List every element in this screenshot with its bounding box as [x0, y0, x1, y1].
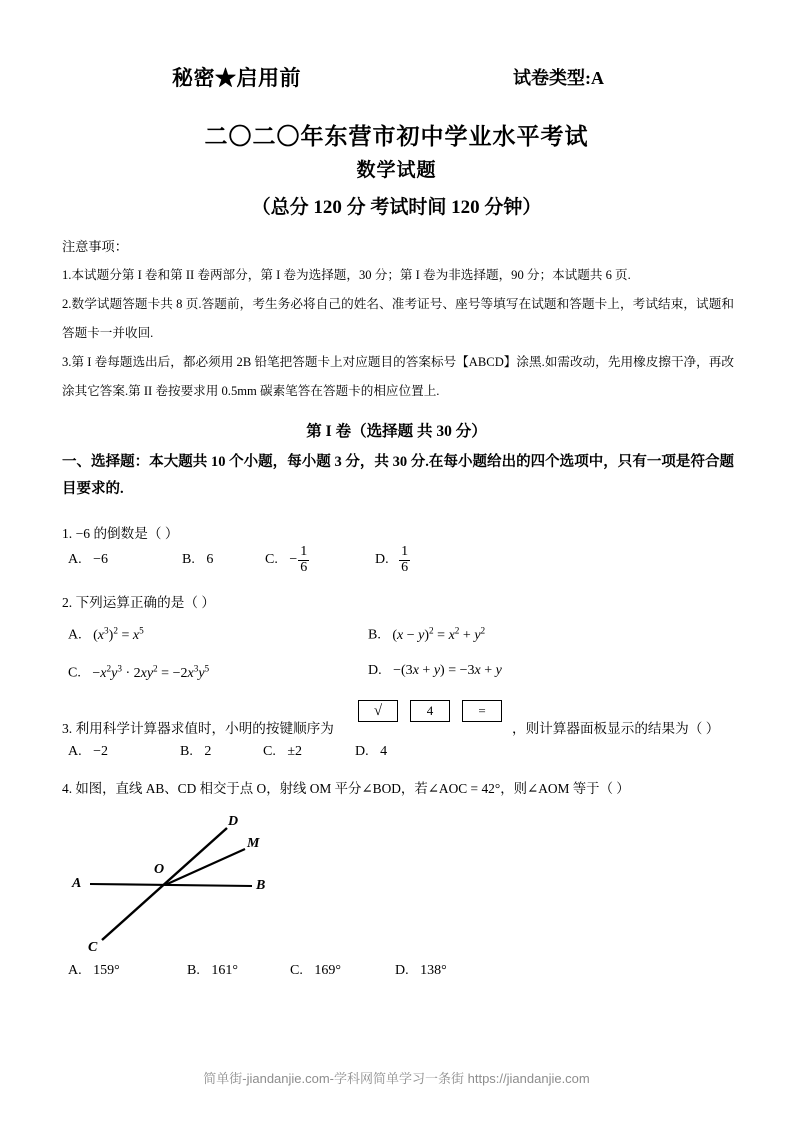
question-3-option-d[interactable] [355, 744, 387, 760]
sqrt-key-label: √ [373, 702, 383, 719]
secret-label: 秘密★启用前 [172, 66, 301, 90]
calculator-key-sequence [358, 700, 502, 722]
question-2-option-d[interactable] [368, 663, 502, 679]
equals-key[interactable] [462, 700, 502, 722]
option-expression: $(x^3)^2 = x^5$ [93, 625, 144, 643]
question-1-stem: 1. −6 的倒数是（ ） [62, 526, 179, 541]
question-3-option-c[interactable] [263, 744, 302, 760]
figure-label-b: B [256, 878, 266, 893]
question-3-option-a[interactable] [68, 744, 108, 760]
question-2-stem: 2. 下列运算正确的是（ ） [62, 595, 215, 610]
option-label: B. [180, 744, 193, 759]
option-value: 161° [211, 963, 238, 978]
option-label: A. [68, 552, 82, 567]
option-value: 4 [380, 744, 388, 759]
sqrt-key-icon[interactable] [358, 700, 398, 722]
option-label: D. [368, 663, 382, 678]
question-3-option-b[interactable] [180, 744, 211, 760]
figure-label-d: D [228, 814, 239, 829]
question-4-stem: 4. 如图，直线 AB、CD 相交于点 O，射线 OM 平分∠BOD，若∠AOC = 42°，则∠AOM 等于（ ） [62, 781, 630, 796]
paper-type-label: 试卷类型:A [513, 68, 604, 88]
option-label: B. [368, 627, 381, 643]
fraction-numerator: 1 [401, 544, 409, 559]
option-value: 2 [204, 744, 212, 759]
question-4-figure [62, 808, 362, 958]
option-expression: $-x^2y^3 \cdot 2xy^2 = -2x^3y^5$ [92, 663, 210, 681]
option-label: B. [187, 963, 200, 978]
question-4-option-c[interactable] [290, 963, 341, 979]
option-label: C. [290, 963, 303, 978]
option-label: A. [68, 744, 82, 759]
option-value: 159° [93, 963, 120, 978]
question-2-option-b[interactable] [368, 625, 485, 644]
question-4-option-b[interactable] [187, 963, 238, 979]
figure-label-o: O [154, 862, 165, 877]
option-value: 138° [420, 963, 447, 978]
question-2-option-c[interactable] [68, 663, 209, 682]
exam-title: 二〇二〇年东营市初中学业水平考试 [204, 124, 589, 149]
option-value: 6 [206, 552, 214, 567]
note-item-3: 3.第 I 卷每题选出后，都必须用 2B 铅笔把答题卡上对应题目的答案标号【ABCD】涂黑.如需改动，先用橡皮擦干净，再改涂其它答案.第 II 卷按要求用 0.5mm 碳素笔答在答题卡的相应位置上. [62, 355, 734, 398]
option-label: A. [68, 963, 82, 978]
option-label: C. [263, 744, 276, 759]
ray-om [165, 849, 245, 885]
multiple-choice-instruction: 一、选择题：本大题共 10 个小题，每小题 3 分，共 30 分.在每小题给出的四个选项中，只有一项是符合题目要求的. [62, 454, 734, 497]
fraction-one-sixth [298, 545, 309, 575]
question-4-option-d[interactable] [395, 963, 447, 979]
subject-title: 数学试题 [356, 160, 437, 181]
option-value: ±2 [287, 744, 303, 759]
option-value: 169° [314, 963, 341, 978]
question-1-option-d[interactable] [375, 545, 411, 575]
fraction-one-sixth [393, 545, 410, 575]
option-label: D. [375, 552, 389, 567]
footer-watermark: 简单街-jiandanjie.com-学科网简单学习一条街 https://jiandanjie.com [203, 1071, 590, 1086]
option-value: −2 [93, 744, 109, 759]
line-ab [90, 884, 252, 886]
part-one-title: 第 I 卷（选择题 共 30 分） [306, 423, 487, 440]
figure-label-m: M [247, 836, 260, 851]
question-2-option-a[interactable] [68, 625, 144, 644]
option-label: B. [182, 552, 195, 567]
fraction-denominator: 6 [300, 559, 308, 575]
option-label: C. [68, 665, 81, 681]
fraction-denominator: 6 [401, 559, 409, 575]
intersecting-lines-diagram [62, 808, 362, 958]
notes-block [62, 232, 734, 406]
figure-label-a: A [72, 876, 82, 891]
equals-key-label: = [478, 703, 486, 718]
four-key-label: 4 [426, 703, 434, 718]
score-and-time-line: （总分 120 分 考试时间 120 分钟） [251, 197, 542, 218]
question-4-option-a[interactable] [68, 963, 120, 979]
question-1-option-b[interactable] [182, 552, 213, 568]
note-item-1: 1.本试题分第 I 卷和第 II 卷两部分，第 I 卷为选择题，30 分；第 I 卷为非选择题，90 分；本试题共 6 页. [62, 268, 631, 282]
question-3-stem-before: 3. 利用科学计算器求值时，小明的按键顺序为 [62, 721, 334, 736]
fraction-numerator: 1 [300, 544, 308, 559]
option-expression: $(x - y)^2 = x^2 + y^2$ [392, 625, 486, 643]
option-sign: − [289, 552, 298, 567]
note-item-2: 2.数学试题答题卡共 8 页.答题前，考生务必将自己的姓名、准考证号、座号等填写在试题和答题卡上，考试结束，试题和答题卡一并收回. [62, 297, 734, 340]
figure-label-c: C [88, 940, 98, 955]
option-label: A. [68, 627, 82, 643]
question-1-option-a[interactable] [68, 552, 108, 568]
notes-title: 注意事项： [62, 239, 128, 254]
header-row [0, 62, 793, 92]
four-key[interactable] [410, 700, 450, 722]
question-1-option-c[interactable] [265, 545, 310, 575]
option-value: −6 [93, 552, 109, 567]
option-expression: −(3x + y) = −3x + y [393, 663, 502, 678]
option-label: C. [265, 552, 278, 567]
question-3-stem-after: ，则计算器面板显示的结果为（ ） [512, 721, 720, 736]
option-label: D. [355, 744, 369, 759]
option-label: D. [395, 963, 409, 978]
